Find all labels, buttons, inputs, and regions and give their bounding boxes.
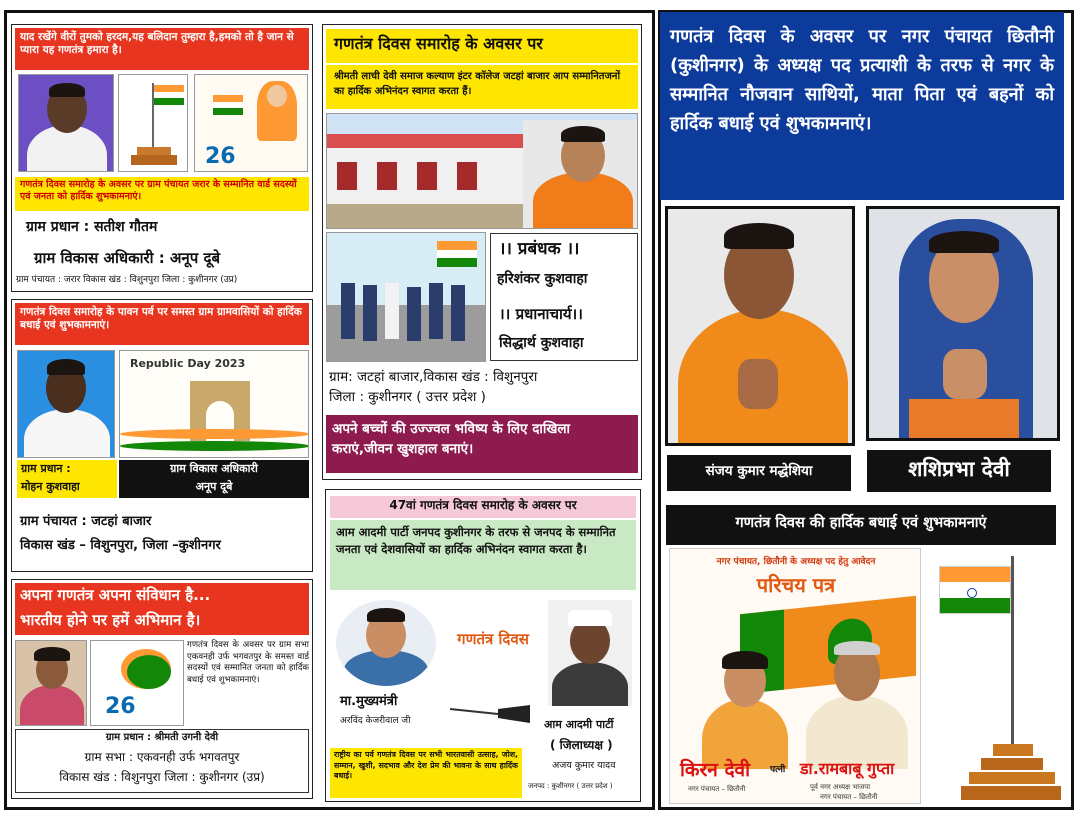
panel4-slogan: अपने बच्चों की उज्ज्वल भविष्य के लिए दाखिला कराएं,जीवन खुशहाल बनाएं। xyxy=(326,415,638,473)
panel1-officer: ग्राम विकास अधिकारी : अनूप दूबे xyxy=(34,249,221,267)
school-building-photo xyxy=(326,113,638,229)
pradhan-label-box xyxy=(17,460,117,498)
panel3-pradhan: ग्राम प्रधान : श्रीमती उगनी देवी xyxy=(105,732,219,743)
panel4-header: गणतंत्र दिवस समारोह के अवसर पर xyxy=(326,29,638,63)
broom-icon xyxy=(448,705,532,723)
aap-leader-photo xyxy=(548,600,632,706)
panel2-pradhan-label: ग्राम प्रधान : xyxy=(21,462,71,475)
panel-school xyxy=(322,24,642,480)
parade-photo xyxy=(326,232,486,362)
flag-photo xyxy=(118,74,188,172)
panel-jarar xyxy=(11,24,313,292)
panel4-manager-name: हरिशंकर कुशवाहा xyxy=(497,271,588,287)
republic-day-2023-art xyxy=(119,350,309,458)
panel4-principal-title: ।। प्रधानाचार्य।। xyxy=(499,305,583,323)
republic-day-art xyxy=(194,74,308,172)
panel1-greeting: गणतंत्र दिवस समारोह के अवसर पर ग्राम पंचायत जरार के सम्मानित वार्ड सदस्यों एवं जनता को हार्दिक शुभकामनाएं। xyxy=(15,177,309,211)
pradhan-photo xyxy=(18,74,114,172)
panel-jatahan xyxy=(11,299,313,572)
rambabu-photo xyxy=(802,633,912,769)
panel3-header1: अपना गणतंत्र अपना संविधान है... xyxy=(15,583,309,609)
panel4-principal-name: सिद्धार्थ कुशवाहा xyxy=(499,335,584,351)
panel6-header: गणतंत्र दिवस के अवसर पर नगर पंचायत छितौनी (कुशीनगर) के अध्यक्ष पद प्रत्याशी के तरफ से नगर के सम्मानित नौजवान साथियों, माता पिता एवं बहनों को हार्दिक बधाई एवं शुभकामनाएं। xyxy=(660,12,1064,200)
panel5-cm-title: मा.मुख्यमंत्री xyxy=(340,694,398,709)
panel5-role: ( जिलाध्यक्ष ) xyxy=(550,738,613,752)
officer-label-box xyxy=(119,460,309,498)
poster-title: परिचय पत्र xyxy=(756,573,836,597)
panel5-footer-loc: जनपद : कुशीनगर ( उत्तर प्रदेश ) xyxy=(528,782,613,790)
panel2-footer1: ग्राम पंचायत : जटहां बाजार xyxy=(20,514,152,529)
panel-ekvanhi xyxy=(11,579,313,799)
panel3-badge: 26 xyxy=(105,694,136,719)
parichay-patra-poster xyxy=(669,548,921,804)
shashiprabha-photo xyxy=(866,206,1060,441)
flag-bricks-art xyxy=(931,548,1071,804)
panel4-subheader: श्रीमती लाची देवी समाज कल्याण इंटर कॉलेज जटहां बाजार आप सम्मानितजनों का हार्दिक अभिनंदन स्वागत करता हैं। xyxy=(326,65,638,109)
panel5-party: आम आदमी पार्टी xyxy=(544,718,614,731)
poster-top: नगर पंचायत, छितौनी के अध्यक्ष पद हेतु आवेदन xyxy=(716,557,876,567)
panel2-footer2: विकास खंड – विशुनपुरा, जिला –कुशीनगर xyxy=(20,538,221,553)
panel2-header: गणतंत्र दिवस समारोह के पावन पर्व पर समस्त ग्राम ग्रामवासियों को हार्दिक बधाई एवं शुभकामनाएं। xyxy=(15,303,309,345)
poster-sub2: पूर्व नगर अध्यक्ष भाजपा xyxy=(810,783,871,791)
poster-relation: पत्नी xyxy=(770,765,786,775)
panel6-name1: संजय कुमार मद्धेशिया xyxy=(667,455,851,491)
panel5-leader: अजय कुमार यादव xyxy=(552,760,616,771)
poster-name2: डा.रामबाबू गुप्ता xyxy=(800,759,895,778)
poster-name1: किरन देवी xyxy=(680,759,751,781)
panel4-address1: ग्राम: जटहां बाजार,विकास खंड : विशुनपुरा xyxy=(329,369,538,385)
panel3-header2: भारतीय होने पर हमें अभिमान है। xyxy=(15,609,309,635)
kejriwal-photo xyxy=(336,600,436,686)
republic-day-label: Republic Day 2023 xyxy=(130,357,246,370)
panel3-greeting: गणतंत्र दिवस के अवसर पर ग्राम सभा एकवनही उर्फ भगवतपुर के समस्त वार्ड सदस्यों एवं सम्मानित जनता को हार्दिक बधाई एवं शुभकामनाएं। xyxy=(187,640,309,685)
panel-aap xyxy=(325,489,641,802)
panel1-pradhan: ग्राम प्रधान : सतीश गौतम xyxy=(26,219,158,235)
panel5-logo: गणतंत्र दिवस xyxy=(457,630,529,648)
poster-sub1: नगर पंचायत – छितौनी xyxy=(688,785,746,793)
panel5-cm-name: अरविंद केजरीवाल जी xyxy=(340,716,411,726)
panel2-officer-label: ग्राम विकास अधिकारी xyxy=(170,462,258,475)
panel1-header: याद रखेंगे वीरों तुमको हरदम,यह बलिदान तुम्हारा है,हमको तो है जान से प्यारा यह गणतंत्र हमारा है। xyxy=(15,28,309,70)
panel6-name2: शशिप्रभा देवी xyxy=(867,450,1051,492)
kiran-devi-photo xyxy=(698,649,792,769)
panel5-subheader: आम आदमी पार्टी जनपद कुशीनगर के तरफ से जनपद के सम्मानित जनता एवं देशवासियों का हार्दिक अभिनंदन स्वागत करता है। xyxy=(330,520,636,590)
panel4-address2: जिला : कुशीनगर ( उत्तर प्रदेश ) xyxy=(329,389,486,405)
panel3-sabha: ग्राम सभा : एकवनही उर्फ भगवतपुर xyxy=(84,750,240,764)
sanjay-photo xyxy=(665,206,855,446)
tricolor-art xyxy=(90,640,184,726)
panel6-greeting: गणतंत्र दिवस की हार्दिक बधाई एवं शुभकामनाएं xyxy=(666,505,1056,545)
panel2-officer-name: अनूप दूबे xyxy=(195,480,233,493)
panel1-badge: 26 xyxy=(205,144,236,169)
panel5-header: 47वां गणतंत्र दिवस समारोह के अवसर पर xyxy=(330,496,636,518)
panel2-pradhan-name: मोहन कुशवाहा xyxy=(21,480,80,493)
poster-sub3: नगर पंचायत – छितौनी xyxy=(820,793,878,801)
panel5-footer: राष्ट्रीय का पर्व गणतंत्र दिवस पर सभी भारतवासी उत्साह, जोश, सम्मान, खुशी, सदभाव और देश प्रेम की भावना के साथ हार्दिक बधाई। xyxy=(330,748,522,798)
panel1-footer: ग्राम पंचायत : जरार विकास खंड : विशुनपुरा जिला : कुशीनगर (उप्र) xyxy=(16,275,238,285)
mohan-photo xyxy=(17,350,115,458)
panel3-footer: विकास खंड : विशुनपुरा जिला : कुशीनगर (उप्र) xyxy=(59,770,265,784)
ugni-devi-photo xyxy=(15,640,87,726)
panel4-manager-title: ।। प्रबंधक ।। xyxy=(499,239,580,259)
